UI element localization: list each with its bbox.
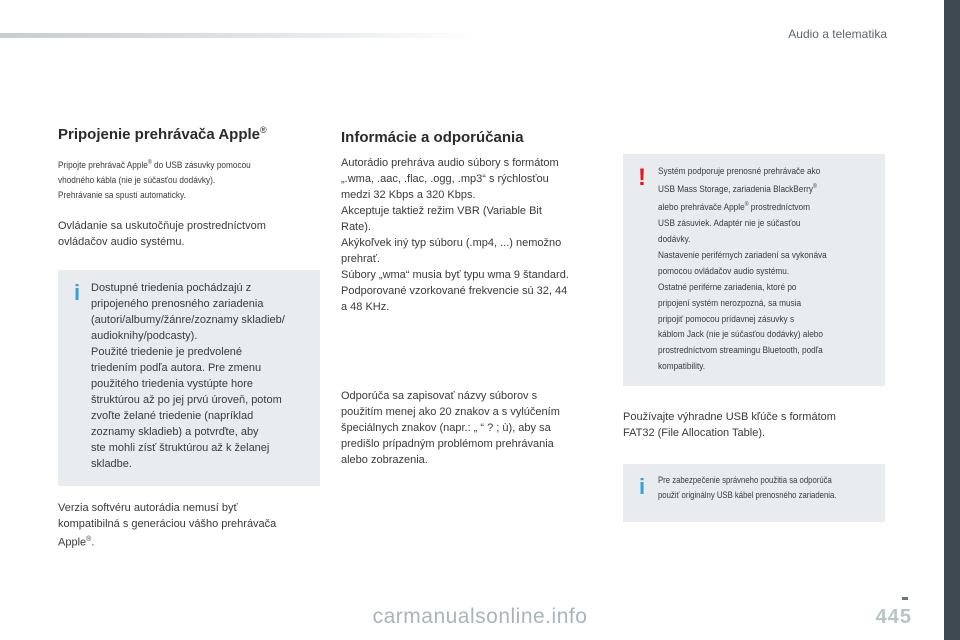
text-line: Nastavenie periférnych zariadení sa vykonáva	[658, 249, 827, 261]
text-line: Rate).	[341, 221, 371, 233]
text-line: použitím menej ako 20 znakov a s vylúčením	[341, 406, 560, 418]
text-line: Prehrávanie sa spustí automaticky.	[58, 190, 186, 202]
text-line: použiť originálny USB kábel prenosného zariadenia.	[658, 490, 837, 500]
text-line: Systém podporuje prenosné prehrávače ako	[658, 166, 821, 177]
warning-text	[658, 164, 880, 375]
heading-info: Informácie a odporúčania	[341, 129, 524, 146]
text-line: Odporúča sa zapisovať názvy súborov s	[341, 390, 538, 402]
text-line: „.wma, .aac, .flac, .ogg, .mp3“ s rýchlosťou	[341, 173, 549, 185]
text-line: Autorádio prehráva audio súbory s formátom	[341, 157, 559, 169]
text-line: skladbe.	[91, 458, 132, 470]
text-line: prostredníctvom streamingu Bluetooth, podľa	[658, 345, 823, 357]
heading-apple: Pripojenie prehrávača Apple®	[58, 125, 267, 143]
text-line: pomocou ovládačov audio systému.	[658, 265, 790, 277]
text-line: prehrať.	[341, 253, 380, 265]
text-line: kompatibility.	[658, 361, 706, 373]
text-line: a 48 KHz.	[341, 301, 390, 313]
text-line: predišlo prípadným problémom prehrávania	[341, 438, 554, 450]
text-line: ste mohli zísť štruktúrou až k želanej	[91, 442, 270, 454]
text-line: ovládačov audio systému.	[58, 236, 185, 248]
text-line: Pre zabezpečenie správneho použitia sa odporúča	[658, 475, 832, 485]
text-line: USB Mass Storage, zariadenia BlackBerry®	[658, 183, 817, 196]
text-line: (autori/albumy/žánre/zoznamy skladieb/	[91, 314, 285, 326]
text-line: FAT32 (File Allocation Table).	[623, 427, 766, 439]
text-line: Pripojte prehrávač Apple® do USB zásuvky pomocou	[58, 160, 251, 172]
watermark: carmanualsonline.info	[372, 605, 588, 628]
warning-box	[623, 154, 885, 386]
text-line: triedením podľa autora. Pre zmenu	[91, 362, 262, 374]
text-line: Použité triedenie je predvolené	[91, 346, 243, 358]
text-line: vhodného kábla (nie je súčasťou dodávky).	[58, 175, 216, 187]
text-line: zoznamy skladieb) a potvrďte, aby	[91, 426, 259, 438]
text-line: medzi 32 Kbps a 320 Kbps.	[341, 189, 476, 201]
text-line: pripojení systém nerozpozná, sa musia	[658, 297, 802, 309]
text-line: Súbory „wma“ musia byť typu wma 9 štandard.	[341, 269, 569, 281]
info-icon: i	[638, 474, 646, 499]
info-box-sorting	[58, 270, 320, 486]
text-line: audioknihy/podcasty).	[91, 330, 198, 342]
text-line: Ostatné periférne zariadenia, ktoré po	[658, 281, 797, 293]
text-line: Dostupné triedenia pochádzajú z	[91, 282, 252, 294]
text-line: pripojeného prenosného zariadenia	[91, 298, 264, 310]
text-line: štruktúrou až po jej prvú úroveň, potom	[91, 394, 282, 406]
naming-text	[341, 388, 603, 468]
section-label: Audio a telematika	[788, 27, 887, 41]
fat32-text	[623, 409, 885, 441]
text-line: použitého triedenia vystúpte hore	[91, 378, 254, 390]
text-line: Akceptuje taktiež režim VBR (Variable Bit	[341, 205, 542, 217]
tip-box	[623, 464, 885, 522]
apple-intro	[58, 156, 320, 203]
text-line: Verzia softvéru autorádia nemusí byť	[58, 502, 238, 514]
text-line: alebo zobrazenia.	[341, 454, 428, 466]
text-line: Podporované vzorkované frekvencie sú 32, 44	[341, 285, 568, 297]
warning-icon: !	[638, 164, 646, 191]
text-line: Apple®.	[58, 536, 95, 549]
page-number: 445	[875, 606, 912, 628]
info-icon: i	[73, 280, 81, 305]
text-line: alebo prehrávače Apple® prostredníctvom	[658, 202, 810, 214]
text-line: kompatibilná s generáciou vášho prehrávača	[58, 518, 277, 530]
chapter-edge-strip	[944, 0, 960, 640]
text-line: pripojiť pomocou prídavnej zásuvky s	[658, 313, 795, 325]
formats-text	[341, 155, 603, 315]
text-line: Akýkoľvek iný typ súboru (.mp4, ...) nemožno	[341, 237, 562, 249]
text-line: špeciálnych znakov (napr.: „ “ ? ; ù), aby sa	[341, 422, 551, 434]
version-note	[58, 500, 320, 551]
control-text	[58, 218, 320, 250]
tip-text	[658, 473, 880, 503]
text-line: zvoľte želané triedenie (napríklad	[91, 410, 254, 422]
page-marker	[902, 597, 908, 600]
text-line: USB zásuviek. Adaptér nie je súčasťou	[658, 218, 801, 230]
info-box-text	[91, 280, 317, 472]
text-line: dodávky.	[658, 234, 691, 245]
text-line: Používajte výhradne USB kľúče s formátom	[623, 411, 836, 423]
text-line: káblom Jack (nie je súčasťou dodávky) alebo	[658, 329, 823, 341]
header-gradient-bar	[0, 33, 480, 38]
text-line: Ovládanie sa uskutočňuje prostredníctvom	[58, 220, 266, 232]
